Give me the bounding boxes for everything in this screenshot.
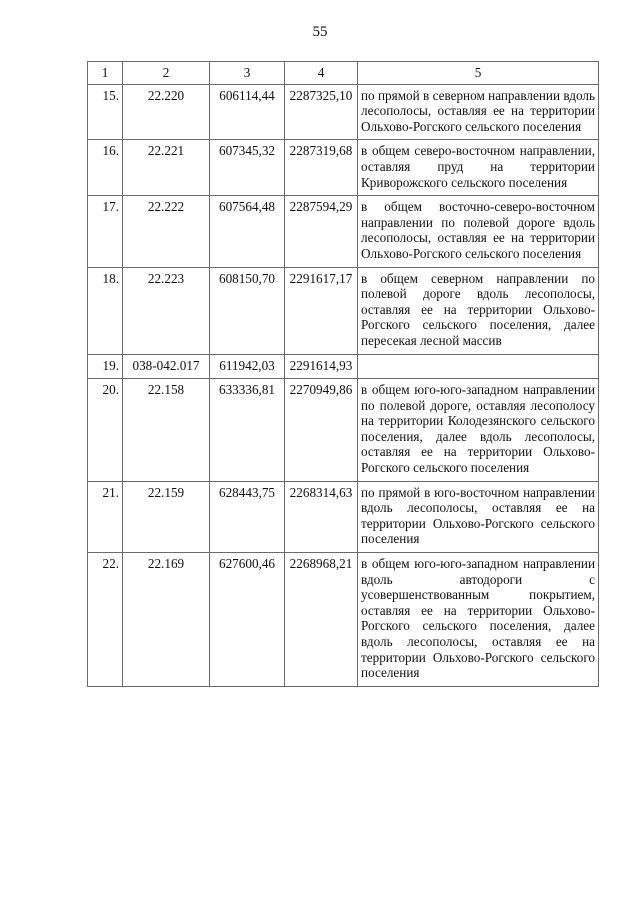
description-cell [358, 354, 599, 379]
x-coordinate-cell: 607345,32 [210, 140, 285, 196]
x-coordinate-cell: 611942,03 [210, 354, 285, 379]
point-id-cell: 22.220 [123, 84, 210, 140]
description-cell: по прямой в северном направлении вдоль лесополосы, оставляя ее на территории Ольхово-Рогского сельского поселения [358, 84, 599, 140]
description-cell: в общем юго-юго-западном направлении по полевой дороге, оставляя лесополосу на территории Колодезянского сельского поселения, далее вдоль лесополосы, оставляя ее на территории Ольхово-Рогского сельского поселения [358, 379, 599, 482]
y-coordinate-cell: 2268314,63 [285, 481, 358, 552]
table-row [88, 379, 599, 482]
x-coordinate-cell: 628443,75 [210, 481, 285, 552]
description-cell: в общем восточно-северо-восточном направлении по полевой дороге вдоль лесополосы, оставляя ее на территории Ольхово-Рогского сельского поселения [358, 196, 599, 267]
table-body [88, 84, 599, 686]
column-header-1: 1 [88, 62, 123, 85]
description-cell: по прямой в юго-восточном направлении вдоль лесополосы, оставляя ее на территории Ольхово-Рогского сельского поселения [358, 481, 599, 552]
point-id-cell: 22.158 [123, 379, 210, 482]
column-header-5: 5 [358, 62, 599, 85]
column-header-2: 2 [123, 62, 210, 85]
description-cell: в общем северном направлении по полевой дороге вдоль лесополосы, оставляя ее на территории Ольхово-Рогского сельского поселения, далее пересекая лесной массив [358, 267, 599, 354]
row-number-cell: 22. [88, 553, 123, 687]
description-cell: в общем юго-юго-западном направлении вдоль автодороги с усовершенствованным покрытием, оставляя ее на территории Ольхово-Рогского сельского поселения, далее вдоль лесополосы, оставляя ее на территории Ольхово-Рогского сельского поселения [358, 553, 599, 687]
row-number-cell: 18. [88, 267, 123, 354]
table-row [88, 84, 599, 140]
point-id-cell: 22.221 [123, 140, 210, 196]
x-coordinate-cell: 608150,70 [210, 267, 285, 354]
row-number-cell: 20. [88, 379, 123, 482]
row-number-cell: 15. [88, 84, 123, 140]
row-number-cell: 21. [88, 481, 123, 552]
x-coordinate-cell: 606114,44 [210, 84, 285, 140]
y-coordinate-cell: 2268968,21 [285, 553, 358, 687]
point-id-cell: 22.222 [123, 196, 210, 267]
boundary-table [87, 61, 599, 687]
table-row [88, 354, 599, 379]
point-id-cell: 22.169 [123, 553, 210, 687]
x-coordinate-cell: 633336,81 [210, 379, 285, 482]
table-header-row [88, 62, 599, 85]
table-row [88, 481, 599, 552]
point-id-cell: 22.159 [123, 481, 210, 552]
description-cell: в общем северо-восточном направлении, оставляя пруд на территории Криворожского сельского поселения [358, 140, 599, 196]
y-coordinate-cell: 2291614,93 [285, 354, 358, 379]
y-coordinate-cell: 2287594,29 [285, 196, 358, 267]
x-coordinate-cell: 607564,48 [210, 196, 285, 267]
column-header-3: 3 [210, 62, 285, 85]
row-number-cell: 17. [88, 196, 123, 267]
table-row [88, 267, 599, 354]
column-header-4: 4 [285, 62, 358, 85]
table-row [88, 196, 599, 267]
row-number-cell: 16. [88, 140, 123, 196]
y-coordinate-cell: 2291617,17 [285, 267, 358, 354]
y-coordinate-cell: 2270949,86 [285, 379, 358, 482]
page-number: 55 [312, 24, 328, 40]
y-coordinate-cell: 2287325,10 [285, 84, 358, 140]
y-coordinate-cell: 2287319,68 [285, 140, 358, 196]
point-id-cell: 038-042.017 [123, 354, 210, 379]
table-row [88, 553, 599, 687]
x-coordinate-cell: 627600,46 [210, 553, 285, 687]
row-number-cell: 19. [88, 354, 123, 379]
point-id-cell: 22.223 [123, 267, 210, 354]
table-row [88, 140, 599, 196]
